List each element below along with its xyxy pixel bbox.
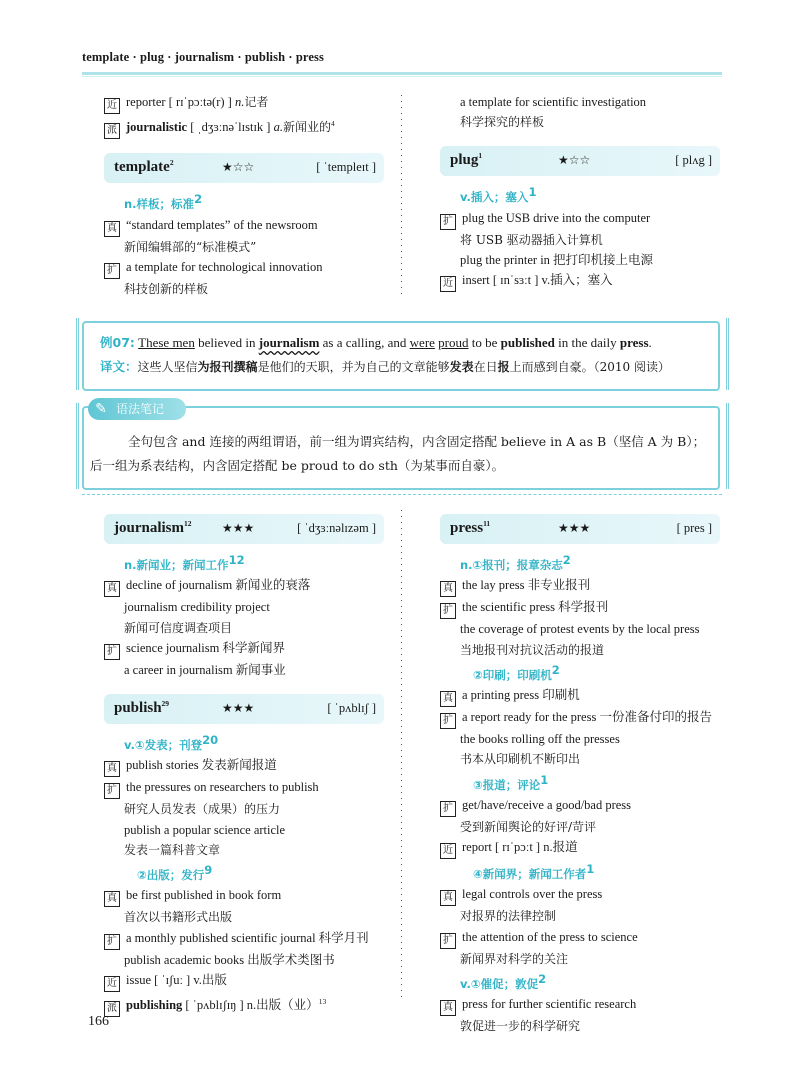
frequency-sup: 13 [318,996,327,1006]
publish-headword: publish$^{29}$ [114,698,170,716]
entry-line [440,619,720,639]
entry-text: publish academic books 出版学术类图书 [124,952,335,967]
journalism-sense-line [104,550,384,575]
template-headword-box [104,153,384,183]
pos: n. [234,95,245,109]
entry-line [440,250,720,270]
entry-text: 书本从印刷机不断印出 [460,752,581,767]
header-rule-thin [82,76,722,77]
entry-text: insert [ ɪnˈsɜːt ] v.插入；塞入 [462,273,613,288]
publish-phonetic: [ ˈpʌblɪʃ ] [327,700,376,715]
template-sense: n.样板；标准 [124,197,195,212]
template-sense-line [104,189,384,214]
bottom-left-column [104,500,384,1017]
entry-text: 新闻界对科学的关注 [460,951,569,966]
label-mark: 扩 [104,644,120,660]
entry-text: 发表一篇科普文章 [124,842,221,857]
entry-line [104,950,384,970]
label-mark: 扩 [440,214,456,230]
entry-text: 将 USB 驱动器插入计算机 [460,232,603,247]
publish-stars: ★★★ [222,700,255,715]
entry-text: the pressures on researchers to publish [126,780,319,795]
template-sense-sup: 2 [194,192,203,207]
grammar-tag: 语法笔记 [88,398,186,420]
entry-line [104,114,384,139]
header-rule [82,72,722,75]
entry-text: 研究人员发表（成果）的压力 [124,802,281,817]
grammar-line-2: 后一组为系表结构，内含固定搭配 be proud to do sth（为某事而自豪）。 [90,458,505,473]
entry-line [104,840,384,860]
entry-text: publish stories 发表新闻报道 [126,758,277,773]
entry-line [104,885,384,907]
entry-line [440,1016,720,1036]
sense-line [440,770,720,795]
plug-sense-line [440,182,720,207]
sense-label: ④新闻界；新闻工作者 [473,867,587,882]
entry-line [104,777,384,799]
entry-line [440,884,720,906]
entry-line [104,638,384,660]
entry-line [104,257,384,279]
entry-text: a career in journalism 新闻事业 [124,662,286,677]
top-left-column [104,92,384,299]
journalism-headword-sup: 12 [184,519,192,528]
label-mark: 真 [440,581,456,597]
entry-text: the coverage of protest events by the local press [460,622,700,637]
entry-text: science journalism 科学新闻界 [126,640,285,655]
entry-line [104,575,384,597]
entry-text: a monthly published scientific journal 科学月刊 [126,930,369,945]
journalism-sense-sup: 12 [228,553,245,567]
plug-sense-sup: 1 [528,185,537,200]
label-mark: 扩 [104,934,120,950]
column-divider-top [398,95,406,295]
label-mark: 近 [104,98,120,114]
top-right-column [440,92,720,292]
example-box [82,321,720,391]
entry-text: a printing press 印刷机 [462,688,580,703]
entry-text: the lay press 非专业报刊 [462,578,591,593]
entry-line [104,907,384,927]
entry-line [104,799,384,819]
entry-line [440,640,720,660]
ornament-right [712,318,729,390]
entry-line [104,970,384,992]
example-english: 例07: These men believed in journalism as a calling, and were proud to be published in the daily press. [100,335,652,350]
journalism-sense: n.新闻业；新闻工作 [124,558,229,573]
example-label: 例07 [100,335,130,350]
entry-text: a report ready for the press 一份准备付印的报告 [462,710,712,725]
entry-text: the books rolling off the presses [460,732,620,747]
publish-headword-box [104,694,384,724]
entry-line [104,618,384,638]
entry-text: the scientific press 科学报刊 [462,600,609,615]
example-translation: 译文：这些人坚信为报刊撰稿是他们的天职，并为自己的文章能够发表在日报上而感到自豪。（2010 阅读） [100,359,670,374]
label-mark: 派 [104,123,120,139]
label-mark: 扩 [440,603,456,619]
entry-text: [ ˈpʌblɪʃɪŋ ] n.出版（业） [182,997,319,1012]
sense-frequency: 1 [586,862,595,877]
frequency-sup: 4 [330,119,335,128]
plug-phonetic: [ plʌg ] [675,153,712,168]
press-headword-sup: 11 [483,519,491,528]
press-sense-sup: 2 [562,553,571,567]
entry-text: get/have/receive a good/bad press [462,797,632,812]
entry-line [104,237,384,257]
label-mark: 扩 [104,263,120,279]
label-mark: 真 [104,891,120,907]
headword-bold: journalistic [126,120,188,135]
sense-frequency: 2 [551,662,560,677]
section-separator [82,494,722,495]
template-phonetic: [ ˈtempleɪt ] [316,160,376,175]
publish-sense-line [104,730,384,755]
template-stars: ★☆☆ [222,160,255,175]
pos: a. [273,120,283,135]
ornament-left-2 [76,403,93,489]
entry-line [440,949,720,969]
journalism-phonetic: [ ˈdʒɜːnəlɪzəm ] [297,521,376,535]
label-mark: 真 [440,890,456,906]
entry-text: the attention of the press to science [462,929,638,944]
sense-label: v.①催促；敦促 [460,977,539,992]
entry-line [440,707,720,729]
entry-line [104,992,384,1017]
plug-stars: ★☆☆ [558,153,591,168]
template-headword: template$^2$ [114,158,174,176]
entry-line [440,927,720,949]
label-mark: 扩 [440,933,456,949]
sense-line [440,859,720,884]
headword-bold: publishing [126,997,183,1012]
journalism-headword-box [104,514,384,544]
press-headword: press$^{11}$ [450,519,491,536]
sense-label: ③报道；评论 [473,777,541,792]
press-stars: ★★★ [558,521,591,535]
entry-line [104,279,384,299]
entry-text: a template for technological innovation [126,259,323,274]
entry-line: 科学探究的样板 [460,115,545,130]
entry-text: decline of journalism 新闻业的衰落 [126,578,311,593]
entry-text: publish a popular science article [124,822,286,837]
template-headword-sup: 2 [169,158,174,168]
label-mark: 扩 [440,801,456,817]
entry-line [104,820,384,840]
press-phonetic: [ pres ] [676,521,712,535]
pen-icon: ✎ [95,401,107,417]
press-headword-box [440,514,720,544]
entry-text: 当地报刊对抗议活动的报道 [460,642,605,657]
entry-line [104,755,384,777]
grammar-line-1: 全句包含 and 连接的两组谓语，前一组为谓宾结构，内含固定搭配 believe in A as B（坚信 A 为 B）； [128,434,706,449]
label-mark: 真 [104,581,120,597]
entry-line [104,597,384,617]
press-sense: n.①报刊；报章杂志 [460,558,563,573]
entry-text: journalistic [ ˌdʒɜːnəˈlɪstɪk ] [126,120,274,135]
label-mark: 扩 [440,713,456,729]
journalism-stars: ★★★ [222,521,255,535]
entry-text: journalism credibility project [124,600,270,615]
ornament-right-2 [712,403,729,489]
bottom-right-column [440,500,720,1036]
entry-text: “standard templates” of the newsroom [126,217,318,232]
label-mark: 真 [104,221,120,237]
label-mark: 真 [440,1000,456,1016]
entry-text: plug the printer in 把打印机接上电源 [460,252,654,267]
label-mark: 真 [104,761,120,777]
entry-text: report [ rɪˈpɔːt ] n.报道 [462,840,578,855]
entry-line: a template for scientific investigation [460,95,647,109]
sense-line [440,969,720,994]
entry-cn: 记者 [244,95,269,109]
sense-frequency: 2 [538,971,547,986]
entry-line [440,685,720,707]
entry-line [440,817,720,837]
entry-text: 对报界的法律控制 [460,909,557,924]
sense-label: ②印刷；印刷机 [473,667,552,682]
entry-text: 首次以书籍形式出版 [124,910,233,925]
entry-text: reporter [ rɪˈpɔːtə(r) ] [126,95,235,109]
column-divider-bottom [398,510,406,1000]
ornament-left [76,318,93,390]
entry-text: be first published in book form [126,888,282,903]
entry-line [440,906,720,926]
entry-text: 新闻可信度调查项目 [124,620,233,635]
entry-line [440,230,720,250]
publish-sense-sup: 20 [202,732,219,747]
publish-sense: v.①发表；刊登 [124,738,203,753]
label-mark: 近 [440,843,456,859]
entry-line [440,729,720,749]
sense-line [440,660,720,685]
label-mark: 扩 [104,783,120,799]
entry-line [104,928,384,950]
entry-line [440,270,720,292]
label-mark: 近 [104,976,120,992]
entry-line [104,92,384,114]
label-mark: 真 [440,691,456,707]
plug-headword-box [440,146,720,176]
label-mark: 近 [440,276,456,292]
plug-headword: plug$^1$ [450,151,483,169]
page-number: 166 [88,1014,109,1029]
running-header: template · plug · journalism · publish · press [82,50,324,64]
sense-label: ②出版；发行 [137,868,205,883]
sense-frequency: 1 [540,772,549,787]
entry-text: 敦促进一步的科学研究 [460,1019,581,1034]
entry-line [104,660,384,680]
entry-line [440,749,720,769]
entry-text: legal controls over the press [462,887,603,902]
entry-cn: 新闻业的 [282,120,331,135]
translation-label: 译文 [100,359,126,374]
entry-text: 科技创新的样板 [124,281,209,296]
entry-line [440,795,720,817]
entry-line [440,575,720,597]
entry-text: plug the USB drive into the computer [462,210,651,225]
label-mark: 派 [104,1001,120,1017]
entry-line [104,215,384,237]
press-sense-line [440,550,720,575]
entry-text: press for further scientific research [462,997,637,1012]
entry-text: issue [ ˈɪʃuː ] v.出版 [126,972,227,987]
publish-headword-sup: 29 [161,698,170,708]
plug-headword-sup: 1 [478,151,483,161]
entry-line [440,208,720,230]
sense-line [104,860,384,885]
plug-sense: v.插入；塞入 [460,190,529,205]
entry-text: 受到新闻舆论的好评/苛评 [460,819,597,834]
entry-line [440,994,720,1016]
sense-frequency: 9 [204,862,213,877]
journalism-headword: journalism$^{12}$ [114,519,192,536]
entry-line [440,837,720,859]
entry-line [440,597,720,619]
entry-text: 新闻编辑部的“标准模式” [124,239,257,254]
